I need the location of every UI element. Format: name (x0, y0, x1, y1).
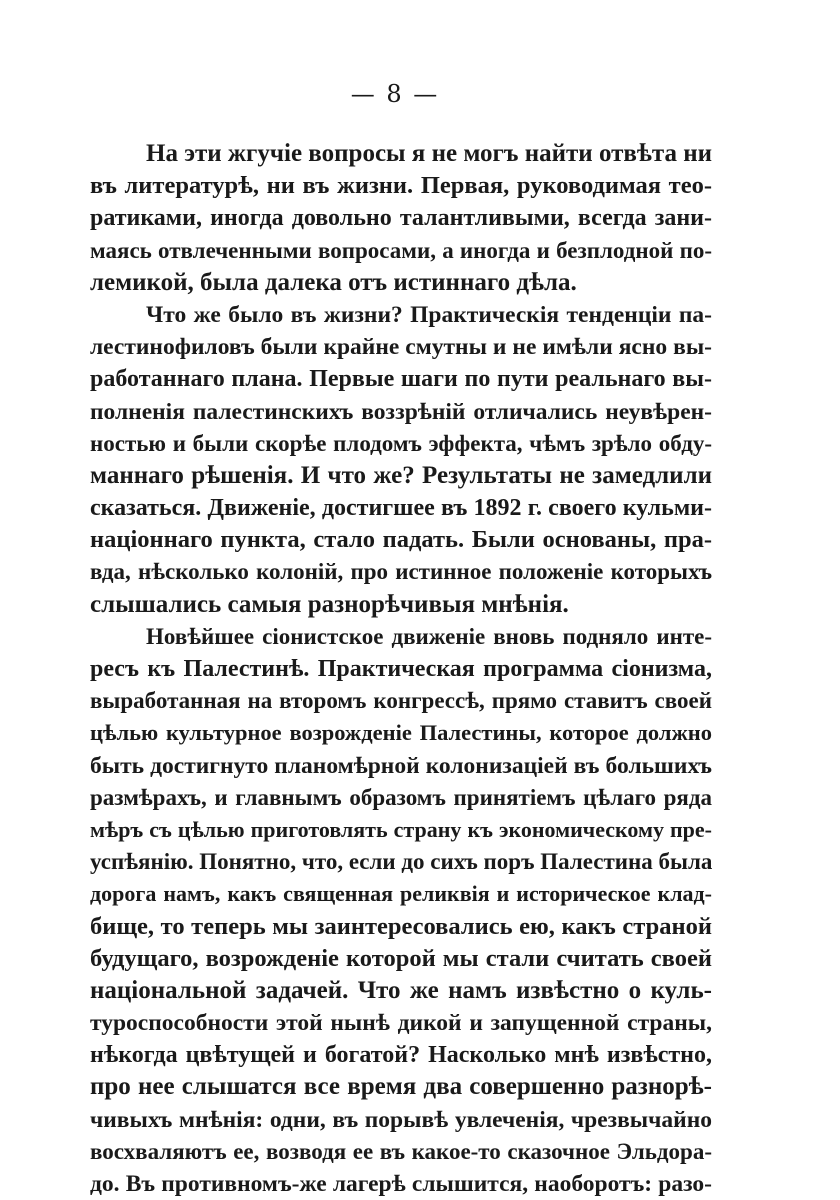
text-line: лестинофиловъ были крайне смутны и не имѣли ясно вы- (90, 334, 712, 361)
text-line: размѣрахъ, и главнымъ образомъ принятіемъ цѣлаго ряда (90, 784, 712, 810)
text-line: ресъ къ Палестинѣ. Практическая программа сіонизма, (90, 656, 712, 682)
text-line: націоннаго пункта, стало падать. Были основаны, пра- (90, 526, 712, 554)
text-line: быть достигнуто планомѣрной колонизаціей въ большихъ (90, 752, 712, 779)
text-line: маннаго рѣшенія. И что же? Результаты не замедлили (90, 461, 712, 489)
text-line: будущаго, возрожденіе которой мы стали считать своей (90, 944, 712, 972)
text-line: вда, нѣсколько колоній, про истинное положеніе которыхъ (90, 559, 712, 585)
text-line: работаннаго плана. Первые шаги по пути реальнаго вы- (90, 366, 712, 393)
text-line: цѣлью культурное возрожденіе Палестины, которое должно (90, 720, 712, 746)
text-line: Новѣйшее сіонистское движеніе вновь подняло инте- (146, 623, 712, 649)
body-text (90, 138, 712, 1200)
text-line: до. Въ противномъ-же лагерѣ слышится, наоборотъ: разо- (90, 1171, 712, 1197)
text-line: На эти жгучіе вопросы я не могъ найти отвѣта ни (146, 140, 712, 167)
text-line: сказаться. Движеніе, достигшее въ 1892 г. своего кульми- (90, 495, 712, 522)
text-line: полненія палестинскихъ воззрѣній отличались неувѣрен- (90, 398, 712, 425)
text-line: восхваляютъ ее, возводя ее въ какое-то сказочное Эльдора- (90, 1138, 712, 1164)
text-line: маясь отвлеченными вопросами, а иногда и безплодной по- (90, 237, 712, 263)
text-line: нѣкогда цвѣтущей и богатой? Насколько мнѣ извѣстно, (90, 1042, 712, 1069)
text-line: въ литературѣ, ни въ жизни. Первая, руководимая тео- (90, 172, 712, 200)
text-line: Что же было въ жизни? Практическія тенденціи па- (146, 301, 712, 328)
text-line: ностью и были скорѣе плодомъ эффекта, чѣмъ зрѣло обду- (90, 430, 712, 456)
text-line: слышались самыя разнорѣчивыя мнѣнія. (90, 590, 569, 618)
text-line: успѣянію. Понятно, что, если до сихъ поръ Палестина была (90, 849, 712, 875)
text-line: лемикой, была далека отъ истиннаго дѣла. (90, 268, 577, 296)
text-line: туроспособности этой нынѣ дикой и запущенной страны, (90, 1010, 712, 1037)
text-line: мѣръ съ цѣлью приготовлять страну къ экономическому пре- (90, 816, 712, 842)
text-line: ратиками, иногда довольно талантливыми, всегда зани- (90, 205, 712, 232)
text-line: чивыхъ мнѣнія: одни, въ порывѣ увлеченія, чрезвычайно (90, 1106, 712, 1133)
text-line: бище, то теперь мы заинтересовались ею, какъ страной (90, 912, 712, 940)
text-line: національной задачей. Что же намъ извѣстно о куль- (90, 976, 712, 1004)
text-line: дорога намъ, какъ священная реликвія и историческое клад- (90, 881, 712, 907)
text-line: про нее слышатся все время два совершенно разнорѣ- (90, 1073, 712, 1101)
text-line: выработанная на второмъ конгрессѣ, прямо ставитъ своей (90, 688, 712, 714)
page-number: — 8 — (350, 80, 440, 108)
